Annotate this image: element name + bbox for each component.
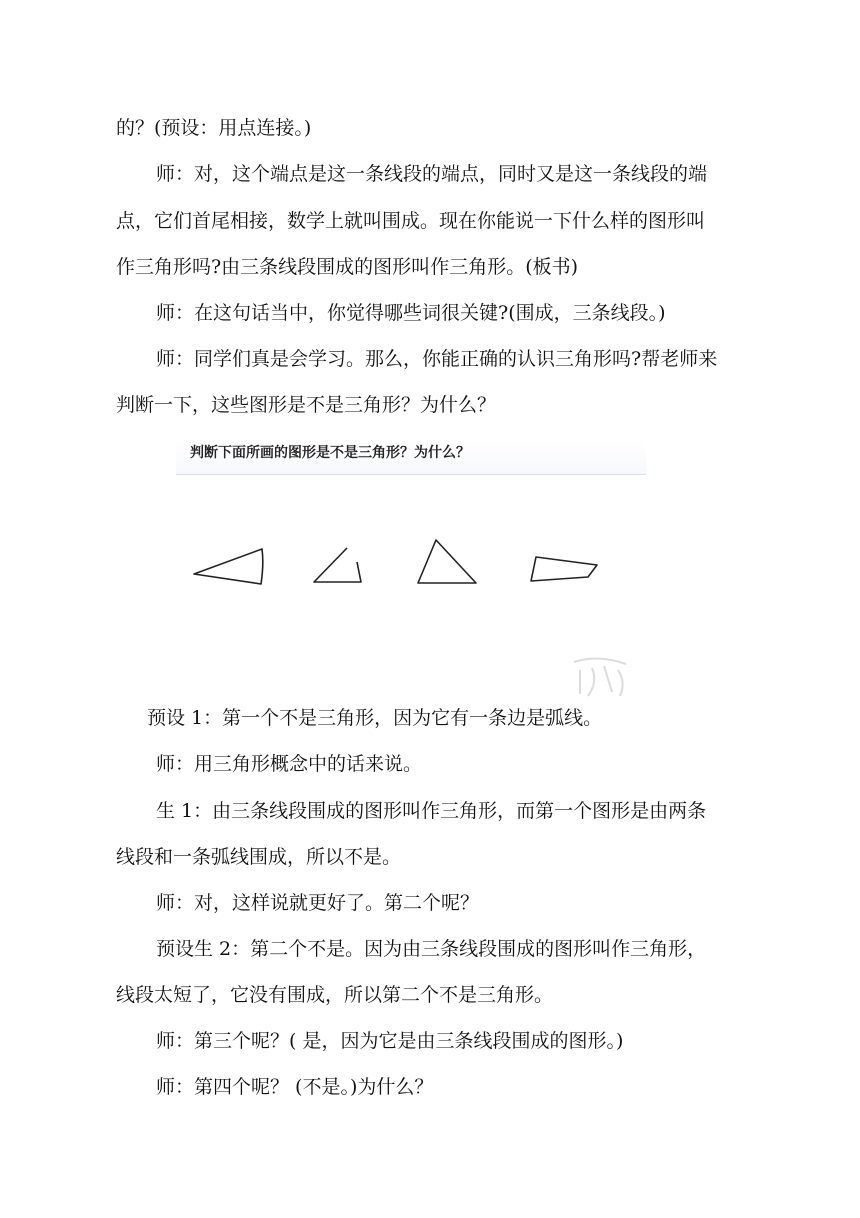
paragraph-line: 师：在这句话当中，你觉得哪些词很关键?(围成，三条线段。) bbox=[156, 302, 666, 324]
paragraph-line: 师：对，这个端点是这一条线段的端点，同时又是这一条线段的端 bbox=[156, 163, 708, 185]
paragraph-line: 预设 1：第一个不是三角形，因为它有一条边是弧线。 bbox=[147, 707, 603, 729]
paragraph-line: 师：用三角形概念中的话来说。 bbox=[156, 753, 423, 775]
shape-2-open bbox=[314, 548, 361, 582]
paragraph-line: 作三角形吗?由三条线段围成的图形叫作三角形。(板书) bbox=[116, 256, 579, 278]
paragraph-line: 线段和一条弧线围成，所以不是。 bbox=[116, 846, 402, 868]
paragraph-line: 判断一下，这些图形是不是三角形？为什么？ bbox=[116, 394, 497, 416]
paragraph-line: 师：对，这样说就更好了。第二个呢？ bbox=[156, 892, 480, 914]
paragraph-line: 点，它们首尾相接，数学上就叫围成。现在你能说一下什么样的图形叫 bbox=[116, 210, 706, 232]
shape-4-quadrilateral bbox=[531, 557, 597, 581]
shape-3-triangle bbox=[418, 540, 476, 583]
paragraph-line: 师：同学们真是会学习。那么，你能正确的认识三角形吗?帮老师来 bbox=[156, 348, 718, 370]
shapes-figure bbox=[0, 520, 860, 640]
paragraph-line: 师：第四个呢？ (不是。)为什么？ bbox=[156, 1076, 434, 1098]
paragraph-line: 生 1：由三条线段围成的图形叫作三角形，而第一个图形是由两条 bbox=[156, 800, 707, 822]
paragraph-line: 预设生 2：第二个不是。因为由三条线段围成的图形叫作三角形， bbox=[156, 938, 707, 960]
paragraph-line: 的？(预设：用点连接。) bbox=[116, 117, 312, 139]
shape-1-arc-sided bbox=[194, 549, 263, 584]
watermark-stamp bbox=[568, 652, 638, 702]
figure-banner bbox=[176, 440, 646, 475]
paragraph-line: 师：第三个呢？( 是，因为它是由三条线段围成的图形。) bbox=[156, 1030, 624, 1052]
paragraph-line: 线段太短了，它没有围成，所以第二个不是三角形。 bbox=[116, 984, 554, 1006]
figure-caption: 判断下面所画的图形是不是三角形？为什么？ bbox=[190, 445, 470, 461]
